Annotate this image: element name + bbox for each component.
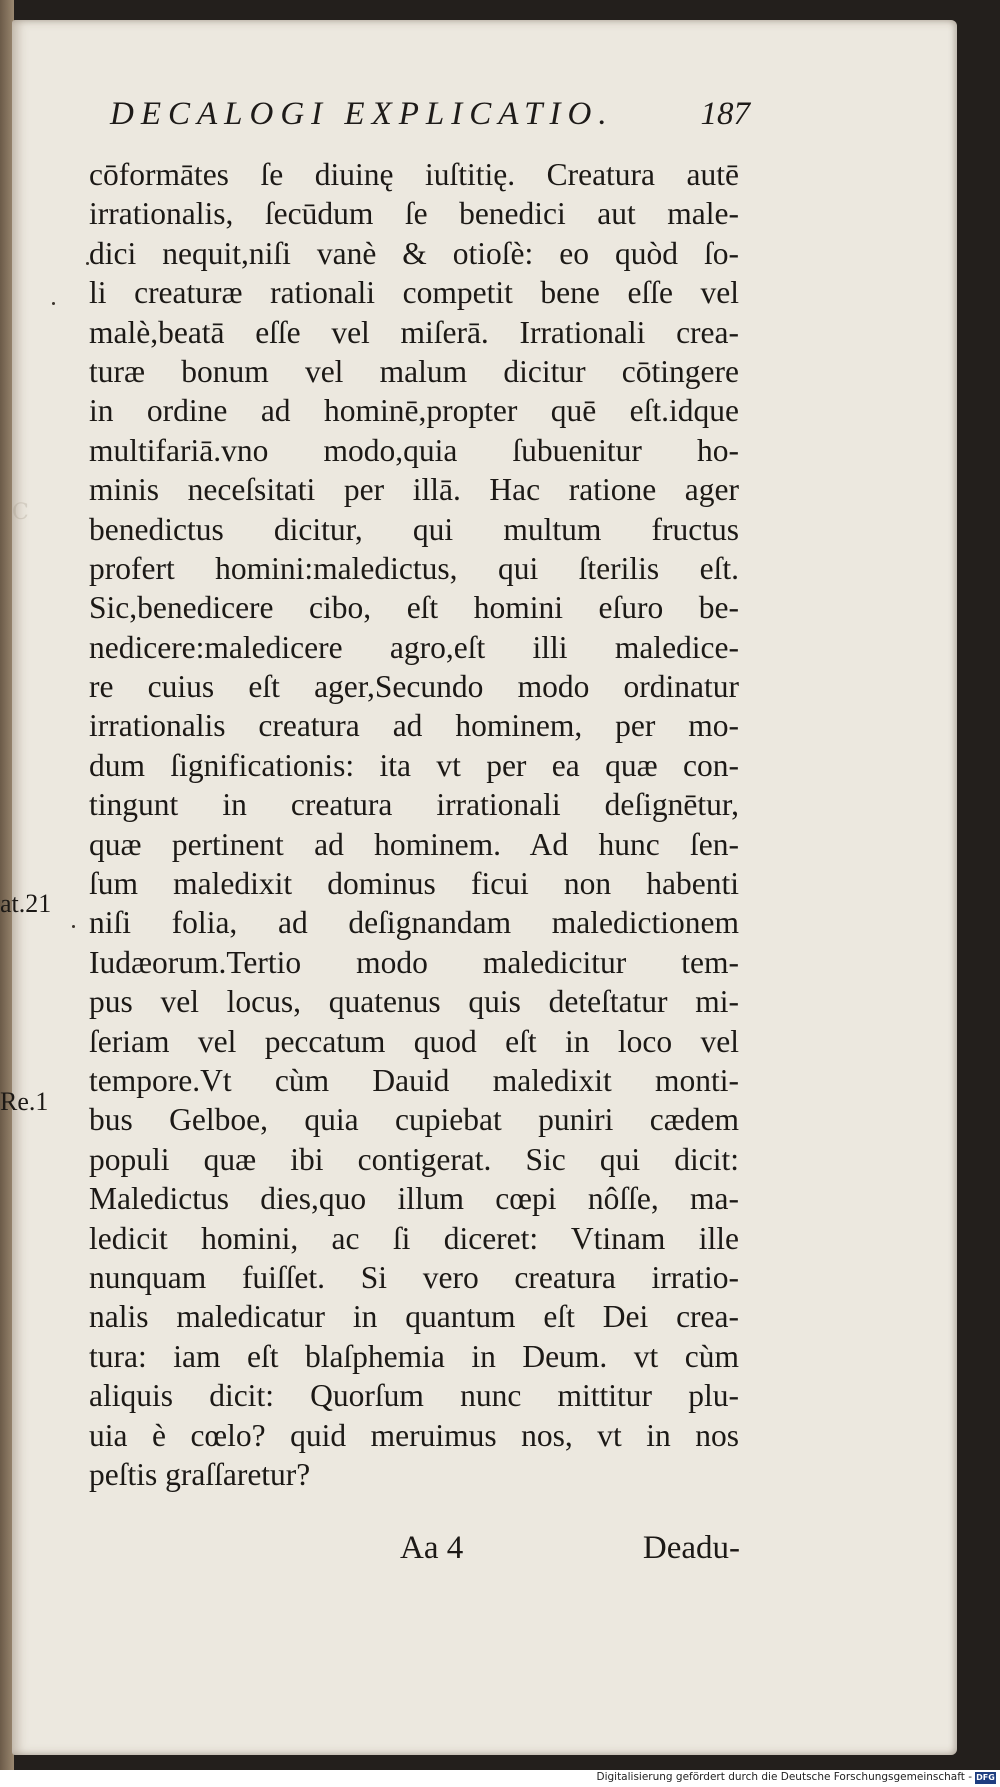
text-line: aliquis dicit: Quorſum nunc mittitur plu- [89, 1378, 739, 1414]
text-line: profert homini:maledictus, qui ſterilis eſt. [89, 550, 739, 586]
ink-speck [86, 262, 89, 265]
dfg-logo: DFG [976, 1773, 995, 1782]
running-title: DECALOGI EXPLICATIO. [110, 96, 614, 132]
text-line: ſeriam vel peccatum quod eſt in loco vel [89, 1023, 739, 1059]
text-line: in ordine ad hominē,propter quē eſt.idque [89, 393, 739, 429]
text-line: re cuius eſt ager,Secundo modo ordinatur [89, 669, 739, 705]
signature-mark: Aa 4 [400, 1530, 464, 1566]
credit-bar [0, 1770, 1000, 1787]
text-line: minis neceſsitati per illā. Hac ratione ager [89, 472, 739, 508]
text-line: tempore.Vt cùm Dauid maledixit monti- [89, 1062, 739, 1098]
text-line: multifariā.vno modo,quia ſubuenitur ho- [89, 432, 739, 468]
text-line: cōformātes ſe diuinę iuſtitię. Creatura autē [89, 157, 739, 192]
text-line: benedictus dicitur, qui multum fructus [89, 511, 739, 547]
catchword: Deadu- [642, 1530, 740, 1566]
ink-speck [52, 302, 55, 305]
bleed-through-text: C [12, 500, 29, 525]
page-header [110, 92, 750, 142]
margin-note-kings: Re.1 [0, 1087, 49, 1116]
text-line: Sic,benedicere cibo, eſt homini eſuro be- [89, 590, 739, 626]
text-line: irrationalis, ſecūdum ſe benedici aut male- [89, 196, 739, 232]
text-line: ſum maledixit dominus ficui non habenti [89, 866, 739, 902]
text-line: turæ bonum vel malum dicitur cōtingere [89, 353, 739, 389]
text-line: malè,beatā eſſe vel miſerā. Irrationali crea- [89, 314, 739, 350]
page-footer [400, 1530, 740, 1580]
ink-speck [72, 925, 75, 928]
text-line: irrationalis creatura ad hominem, per mo- [89, 708, 739, 744]
text-line: Iudæorum.Tertio modo maledicitur tem- [89, 944, 739, 980]
text-line: dici nequit,niſi vanè & otioſè: eo quòd ſo- [89, 235, 739, 271]
text-line: populi quæ ibi contigerat. Sic qui dicit: [89, 1141, 739, 1177]
text-line: nedicere:maledicere agro,eſt illi maledice- [89, 629, 739, 665]
text-line: uia è cœlo? quid meruimus nos, vt in nos [89, 1417, 739, 1453]
text-line: Maledictus dies,quo illum cœpi nôſſe, ma- [89, 1181, 739, 1217]
text-line: bus Gelboe, quia cupiebat puniri cædem [89, 1102, 739, 1138]
text-line: dum ſignificationis: ita vt per ea quæ con- [89, 747, 739, 783]
funding-credit: Digitalisierung gefördert durch die Deutsche Forschungsgemeinschaft - [596, 1771, 972, 1783]
margin-note-matthew: at.21 [0, 889, 52, 918]
text-line: li creaturæ rationali competit bene eſſe vel [89, 275, 739, 311]
text-line: tura: iam eſt blaſphemia in Deum. vt cùm [89, 1338, 739, 1374]
text-line: tingunt in creatura irrationali deſignētur, [89, 787, 739, 823]
text-line: nunquam fuiſſet. Si vero creatura irratio- [89, 1259, 739, 1295]
text-line: nalis maledicatur in quantum eſt Dei crea- [89, 1299, 739, 1335]
text-line: niſi folia, ad deſignandam maledictionem [89, 905, 739, 941]
text-line-last: peſtis graſſaretur? [89, 1456, 311, 1492]
text-line: pus vel locus, quatenus quis deteſtatur mi- [89, 984, 739, 1020]
text-line: ledicit homini, ac ſi diceret: Vtinam ille [89, 1220, 739, 1256]
body-text [89, 155, 739, 1494]
text-line: quæ pertinent ad hominem. Ad hunc ſen- [89, 826, 739, 862]
page-number: 187 [700, 96, 750, 132]
